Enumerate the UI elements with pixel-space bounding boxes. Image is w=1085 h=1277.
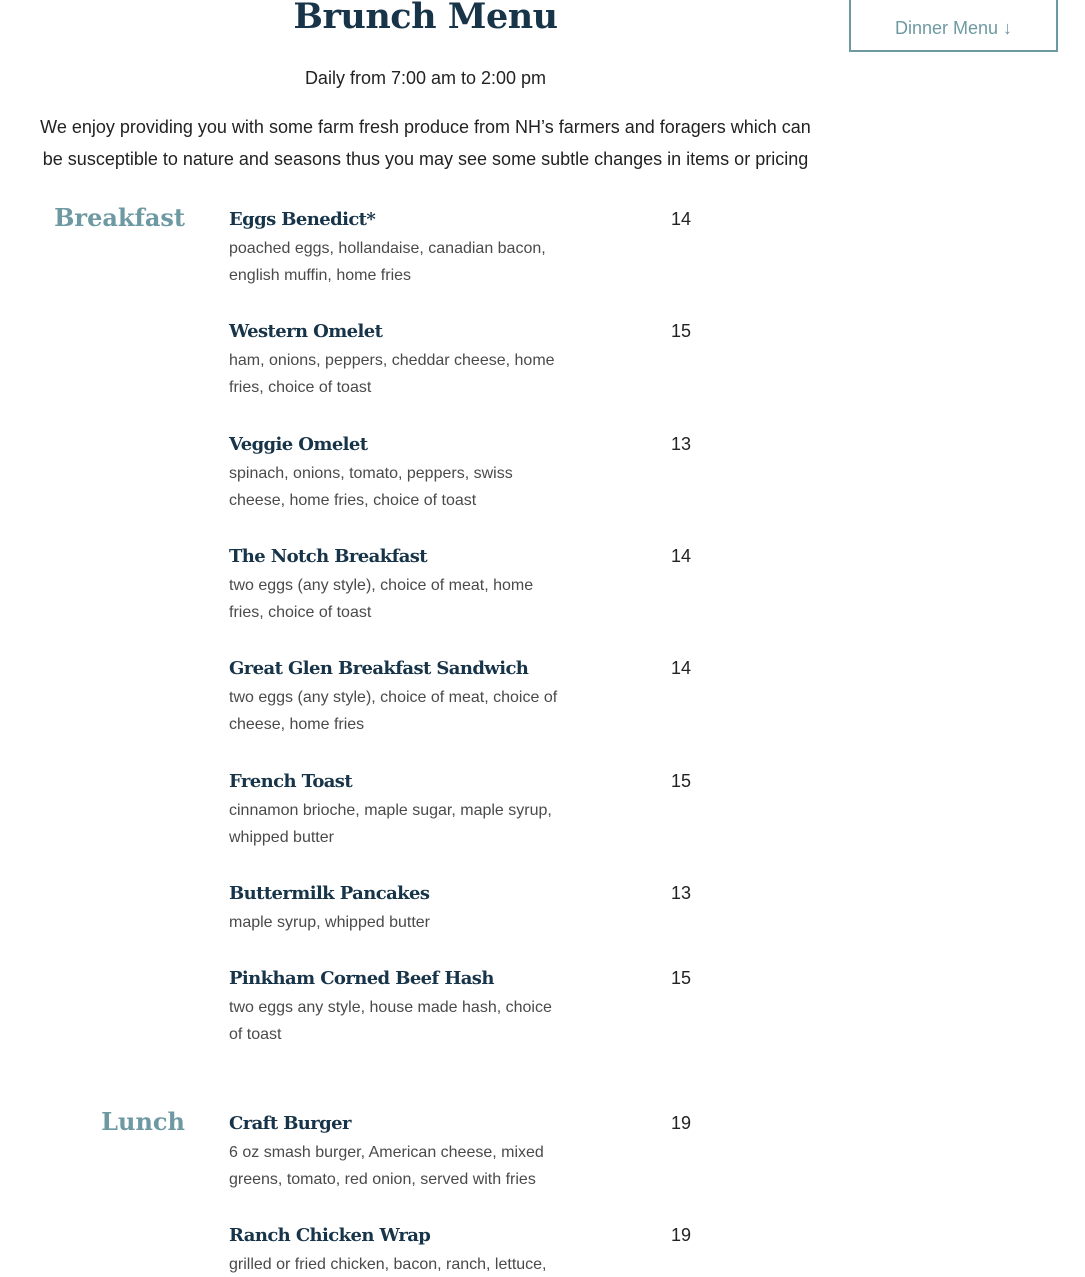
intro-paragraph: [20, 111, 831, 175]
menu-item-price: 15: [671, 771, 692, 791]
menu-item-name: French Toast: [229, 771, 353, 792]
page-title: Brunch Menu: [293, 0, 558, 37]
menu-item-description: ham, onions, peppers, cheddar cheese, home fries, choice of toast: [229, 352, 555, 396]
menu-item: [229, 881, 699, 936]
menu-item-price: 13: [671, 883, 692, 903]
section-label-lunch: Lunch: [101, 1107, 185, 1136]
menu-item-name: Pinkham Corned Beef Hash: [229, 968, 494, 989]
intro-line: We enjoy providing you with some farm fresh produce from NH’s farmers and foragers which can: [40, 117, 811, 137]
menu-item-name: Great Glen Breakfast Sandwich: [229, 658, 529, 679]
menu-item: [229, 207, 699, 289]
menu-item-name: Ranch Chicken Wrap: [229, 1225, 431, 1246]
menu-item-name: Veggie Omelet: [229, 434, 368, 455]
menu-item: [229, 319, 699, 401]
hours-text: Daily from 7:00 am to 2:00 pm: [304, 68, 547, 88]
menu-item-name: Buttermilk Pancakes: [229, 883, 430, 904]
menu-item-price: 15: [671, 968, 692, 988]
menu-item-price: 13: [671, 434, 692, 454]
menu-item: [229, 1223, 699, 1277]
menu-item-description: two eggs (any style), choice of meat, choice of cheese, home fries: [229, 689, 558, 733]
menu-item: [229, 432, 699, 514]
menu-item-description: two eggs (any style), choice of meat, home fries, choice of toast: [229, 577, 534, 621]
menu-item-name: Eggs Benedict*: [229, 209, 376, 230]
menu-item-description: poached eggs, hollandaise, canadian bacon, english muffin, home fries: [229, 240, 546, 284]
menu-item-price: 14: [671, 546, 692, 566]
menu-item: [229, 966, 699, 1048]
menu-item-name: The Notch Breakfast: [229, 546, 428, 567]
menu-item: [229, 769, 699, 851]
menu-item-description: spinach, onions, tomato, peppers, swiss cheese, home fries, choice of toast: [229, 465, 513, 509]
menu-item-description: two eggs any style, house made hash, choice of toast: [229, 999, 552, 1043]
dinner-menu-button[interactable]: Dinner Menu ↓: [849, 0, 1058, 52]
menu-item-price: 19: [671, 1225, 692, 1245]
menu-item-price: 14: [671, 658, 692, 678]
menu-item-description: maple syrup, whipped butter: [229, 914, 430, 931]
menu-item-description: cinnamon brioche, maple sugar, maple syrup, whipped butter: [229, 802, 552, 846]
intro-line: be susceptible to nature and seasons thus you may see some subtle changes in items or pricing: [42, 149, 809, 169]
menu-item-price: 19: [671, 1113, 692, 1133]
menu-item: [229, 544, 699, 626]
menu-item-price: 14: [671, 209, 692, 229]
menu-item-name: Craft Burger: [229, 1113, 351, 1134]
menu-item-price: 15: [671, 321, 692, 341]
menu-item-name: Western Omelet: [229, 321, 383, 342]
menu-item: [229, 656, 699, 738]
menu-item: [229, 1111, 699, 1193]
section-label-breakfast: Breakfast: [54, 203, 185, 232]
menu-item-description: 6 oz smash burger, American cheese, mixed greens, tomato, red onion, served with fries: [229, 1144, 544, 1188]
menu-item-description: grilled or fried chicken, bacon, ranch, lettuce,: [229, 1256, 547, 1273]
